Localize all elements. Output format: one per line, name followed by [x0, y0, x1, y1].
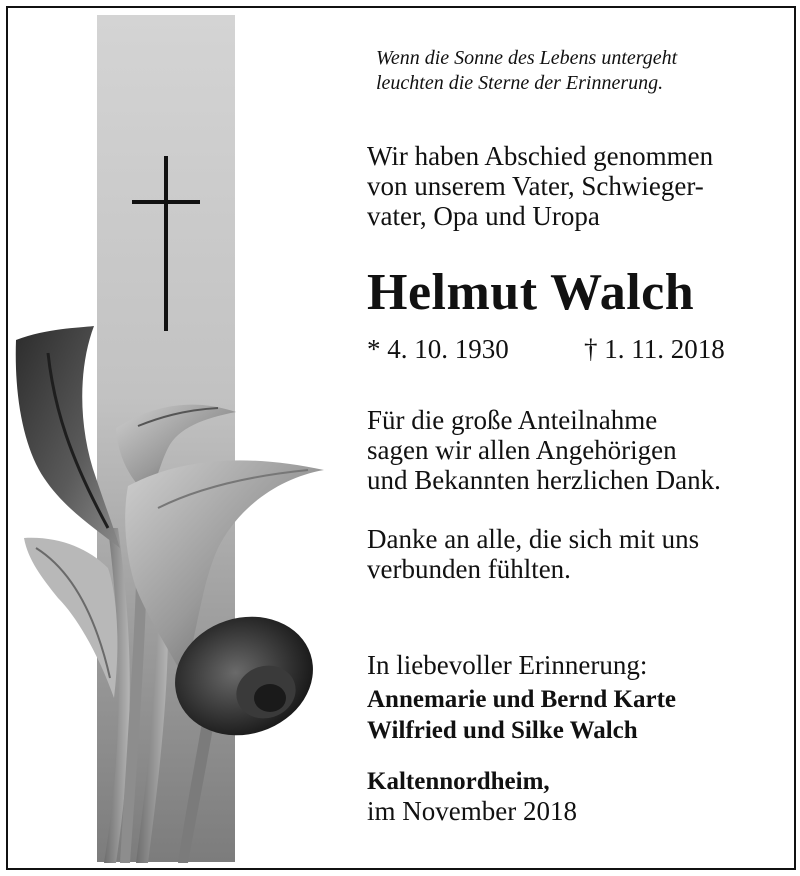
thanks-text: [367, 405, 757, 495]
thanks-line: Für die große Anteilnahme: [367, 405, 658, 435]
motto: [376, 46, 736, 96]
intro-line: Wir haben Abschied genommen: [367, 141, 714, 171]
family-line: Wilfried und Silke Walch: [367, 717, 638, 744]
birth-date: * 4. 10. 1930: [367, 334, 509, 364]
memory-heading-text: In liebevoller Erinnerung:: [367, 650, 648, 680]
intro-line: vater, Opa und Uropa: [367, 201, 600, 231]
family-names: [367, 684, 676, 746]
memory-heading: [367, 650, 757, 680]
closing-date: im November 2018: [367, 796, 577, 826]
intro-line: von unserem Vater, Schwieger-: [367, 171, 704, 201]
thanks-line: und Bekannten herzlichen Dank.: [367, 465, 721, 495]
gratitude-text: [367, 524, 757, 584]
place-name: Kaltennordheim,: [367, 768, 550, 795]
family-line: Annemarie und Bernd Karte: [367, 686, 677, 713]
obituary-notice: [6, 6, 796, 870]
thanks-line: sagen wir allen Angehörigen: [367, 435, 677, 465]
motto-line: Wenn die Sonne des Lebens untergeht: [376, 47, 678, 69]
gratitude-line: Danke an alle, die sich mit uns: [367, 524, 700, 554]
gratitude-line: verbunden fühlten.: [367, 554, 571, 584]
death-date: † 1. 11. 2018: [584, 334, 725, 364]
motto-line: leuchten die Sterne der Erinnerung.: [376, 72, 664, 94]
deceased-name: Helmut Walch: [367, 264, 695, 321]
intro-text: [367, 141, 757, 231]
